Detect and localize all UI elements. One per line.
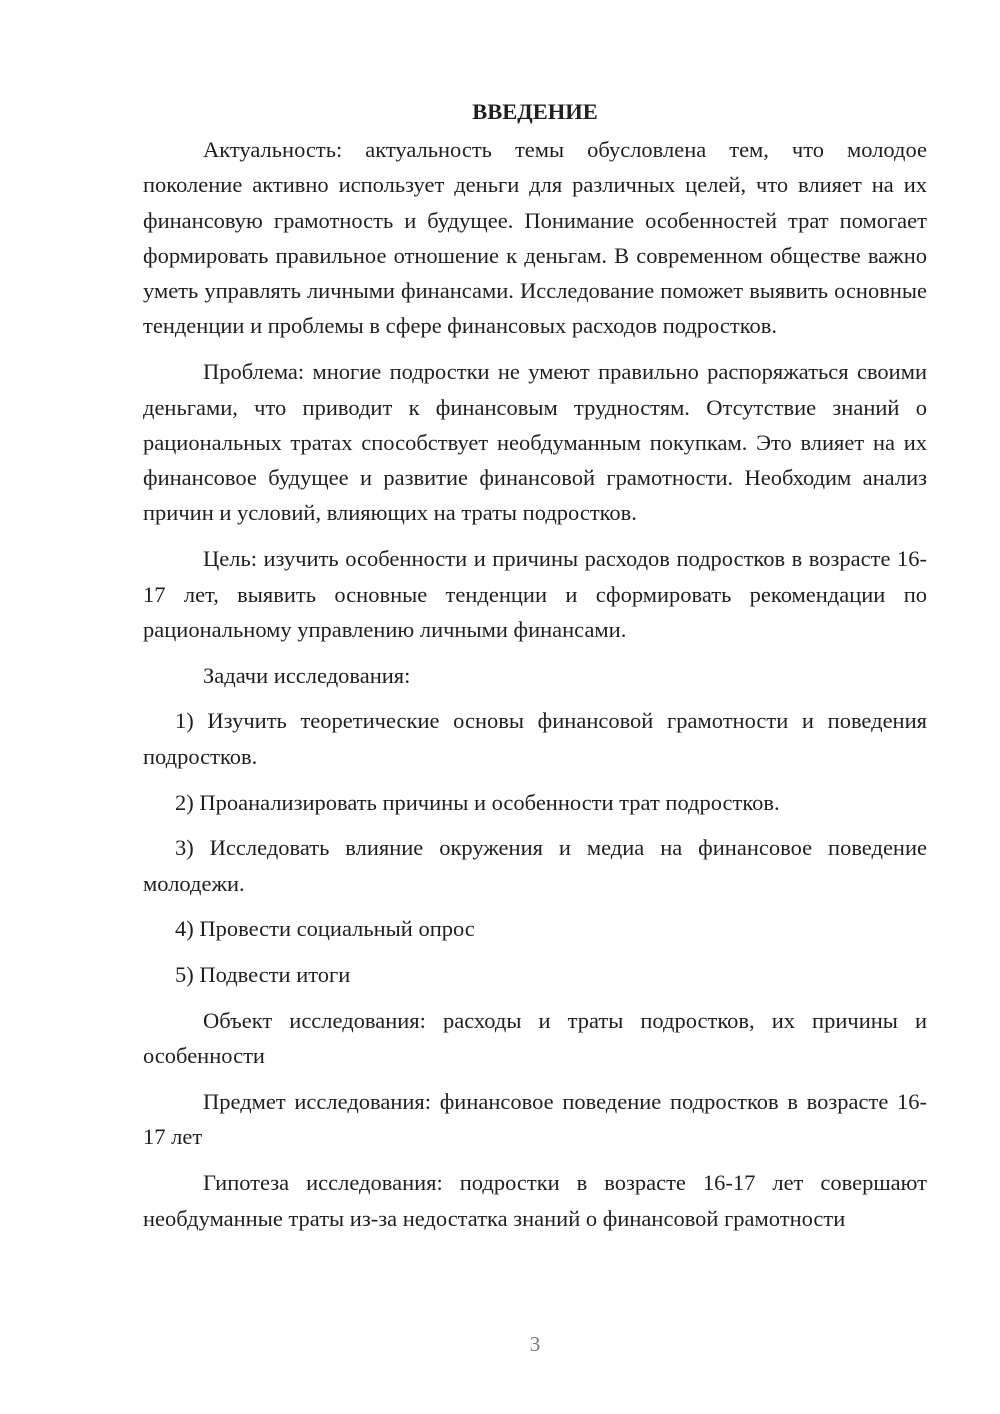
subject-paragraph: Предмет исследования: финансовое поведение подростков в возрасте 16-17 лет <box>143 1089 927 1150</box>
task-item: 1) Изучить теоретические основы финансовой грамотности и поведения подростков. <box>143 708 927 769</box>
page-number: 3 <box>529 1332 541 1356</box>
task-item: 4) Провести социальный опрос <box>175 916 475 942</box>
object-paragraph: Объект исследования: расходы и траты подростков, их причины и особенности <box>143 1008 927 1069</box>
task-item: 5) Подвести итоги <box>175 962 351 988</box>
goal-paragraph: Цель: изучить особенности и причины расходов подростков в возрасте 16-17 лет, выявить основные тенденции и сформировать рекомендации по рациональному управлению личными финансами. <box>143 546 927 642</box>
problem-paragraph: Проблема: многие подростки не умеют правильно распоряжаться своими деньгами, что приводит к финансовым трудностям. Отсутствие знаний о рациональных тратах способствует необдуманным покупкам. Это влияет на их финансовое будущее и развитие финансовой грамотности. Необходим анализ причин и условий, влияющих на траты подростков. <box>143 359 927 526</box>
tasks-list <box>143 703 927 992</box>
section-title: ВВЕДЕНИЕ <box>472 99 598 124</box>
task-item: 2) Проанализировать причины и особенности трат подростков. <box>175 789 780 815</box>
relevance-paragraph: Актуальность: актуальность темы обусловлена тем, что молодое поколение активно использует деньги для различных целей, что влияет на их финансовую грамотность и будущее. Понимание особенностей трат помогает формировать правильное отношение к деньгам. В современном обществе важно уметь управлять личными финансами. Исследование поможет выявить основные тенденции и проблемы в сфере финансовых расходов подростков. <box>143 137 927 339</box>
hypothesis-paragraph: Гипотеза исследования: подростки в возрасте 16-17 лет совершают необдуманные траты из-за недостатка знаний о финансовой грамотности <box>143 1170 927 1231</box>
tasks-heading: Задачи исследования: <box>203 662 411 688</box>
task-item: 3) Исследовать влияние окружения и медиа на финансовое поведение молодежи. <box>143 835 927 896</box>
document-content <box>143 96 927 1246</box>
